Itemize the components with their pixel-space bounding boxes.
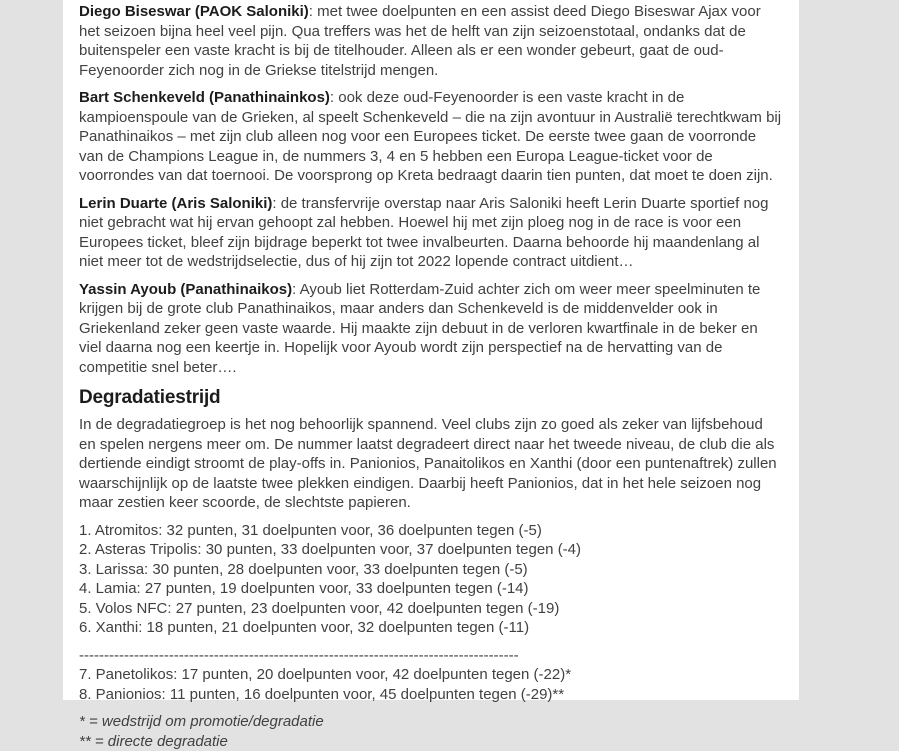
player-name-ayoub: Yassin Ayoub (Panathinaikos) — [79, 281, 292, 298]
player-paragraph-biseswar — [79, 2, 783, 80]
footnote-playoff: * = wedstrijd om promotie/degradatie — [79, 712, 783, 732]
standings-row-5: 5. Volos NFC: 27 punten, 23 doelpunten voor, 42 doelpunten tegen (-19) — [79, 599, 783, 619]
standings-row-8: 8. Panionios: 11 punten, 16 doelpunten voor, 45 doelpunten tegen (-29)** — [79, 685, 783, 705]
player-name-schenkeveld: Bart Schenkeveld (Panathinainkos) — [79, 89, 330, 106]
player-paragraph-ayoub — [79, 280, 783, 378]
standings-row-3: 3. Larissa: 30 punten, 28 doelpunten voor, 33 doelpunten tegen (-5) — [79, 560, 783, 580]
footnote-relegation: ** = directe degradatie — [79, 732, 783, 751]
standings-list — [79, 521, 783, 638]
section-intro-paragraph: In de degradatiegroep is het nog behoorlijk spannend. Veel clubs zijn zo goed als zeker van lijfsbehoud en spelen nergens meer om. De nummer laatst degradeert direct naar het tweede niveau, de club die als dertiende eindigt stroomt de play-offs in. Panionios, Panaitolikos en Xanthi (door een puntenaftrek) zullen waarschijnlijk op de laatste twee plekken eindigen. Daarbij heeft Panionios, dat in het hele seizoen nog maar zestien keer scoorde, de slechtste papieren. — [79, 415, 783, 513]
player-text-ayoub: : Ayoub liet Rotterdam-Zuid achter zich om weer meer speelminuten te krijgen bij de grote club Panathinaikos, maar anders dan Schenkeveld is de middenvelder ook in Griekenland zeker geen vaste waarde. Hij maakte zijn debuut in de verloren kwartfinale in de beker en viel daarna nog een keertje in. Hopelijk voor Ayoub wordt zijn perspectief na de hervatting van de competitie snel beter…. — [79, 281, 760, 376]
player-text-duarte: : de transfervrije overstap naar Aris Saloniki heeft Lerin Duarte sportief nog niet gebracht wat hij ervan gehoopt zal hebben. Hoewel hij met zijn ploeg nog in de race is voor een Europees ticket, bleef zijn bijdrage beperkt tot twee invalbeurten. Daarna behoorde hij maandenlang al niet meer tot de wedstrijdselectie, dus of hij zijn tot 2022 lopende contract uitdient… — [79, 195, 768, 271]
standings-row-7: 7. Panetolikos: 17 punten, 20 doelpunten voor, 42 doelpunten tegen (-22)* — [79, 665, 783, 685]
standings-row-1: 1. Atromitos: 32 punten, 31 doelpunten voor, 36 doelpunten tegen (-5) — [79, 521, 783, 541]
dashed-separator: ---------------------------------------------------------------------------------------- — [79, 646, 783, 666]
relegation-zone-list — [79, 646, 783, 705]
player-paragraph-duarte — [79, 194, 783, 272]
player-text-schenkeveld: : ook deze oud-Feyenoorder is een vaste kracht in de kampioenspoule van de Grieken, al speelt Schenkeveld – die na zijn avontuur in Australië terechtkwam bij Panathinaikos – met zijn club alleen nog voor een Europees ticket. De eerste twee gaan de voorronde van de Champions League in, de nummers 3, 4 en 5 hebben een Europa League-ticket voor de voorrondes van dat toernooi. De voorsprong op Kreta bedraagt daarin tien punten, dat moet te doen zijn. — [79, 89, 781, 184]
standings-row-6: 6. Xanthi: 18 punten, 21 doelpunten voor, 32 doelpunten tegen (-11) — [79, 618, 783, 638]
standings-row-4: 4. Lamia: 27 punten, 19 doelpunten voor, 33 doelpunten tegen (-14) — [79, 579, 783, 599]
standings-row-2: 2. Asteras Tripolis: 30 punten, 33 doelpunten voor, 37 doelpunten tegen (-4) — [79, 540, 783, 560]
player-name-duarte: Lerin Duarte (Aris Saloniki) — [79, 195, 272, 212]
player-paragraph-schenkeveld — [79, 88, 783, 186]
player-name-biseswar: Diego Biseswar (PAOK Saloniki) — [79, 3, 309, 20]
footnotes — [79, 712, 783, 751]
article-content-column — [63, 0, 799, 700]
player-text-biseswar: : met twee doelpunten en een assist deed Diego Biseswar Ajax voor het seizoen bijna heel veel pijn. Qua treffers was het de helft van zijn seizoenstotaal, ondanks dat de buitenspeler een vaste kracht is bij de titelhouder. Alleen als er een wonder gebeurt, gaat de oud-Feyenoorder zich nog in de Griekse titelstrijd mengen. — [79, 3, 761, 79]
section-heading-degradatiestrijd: Degradatiestrijd — [79, 387, 783, 409]
